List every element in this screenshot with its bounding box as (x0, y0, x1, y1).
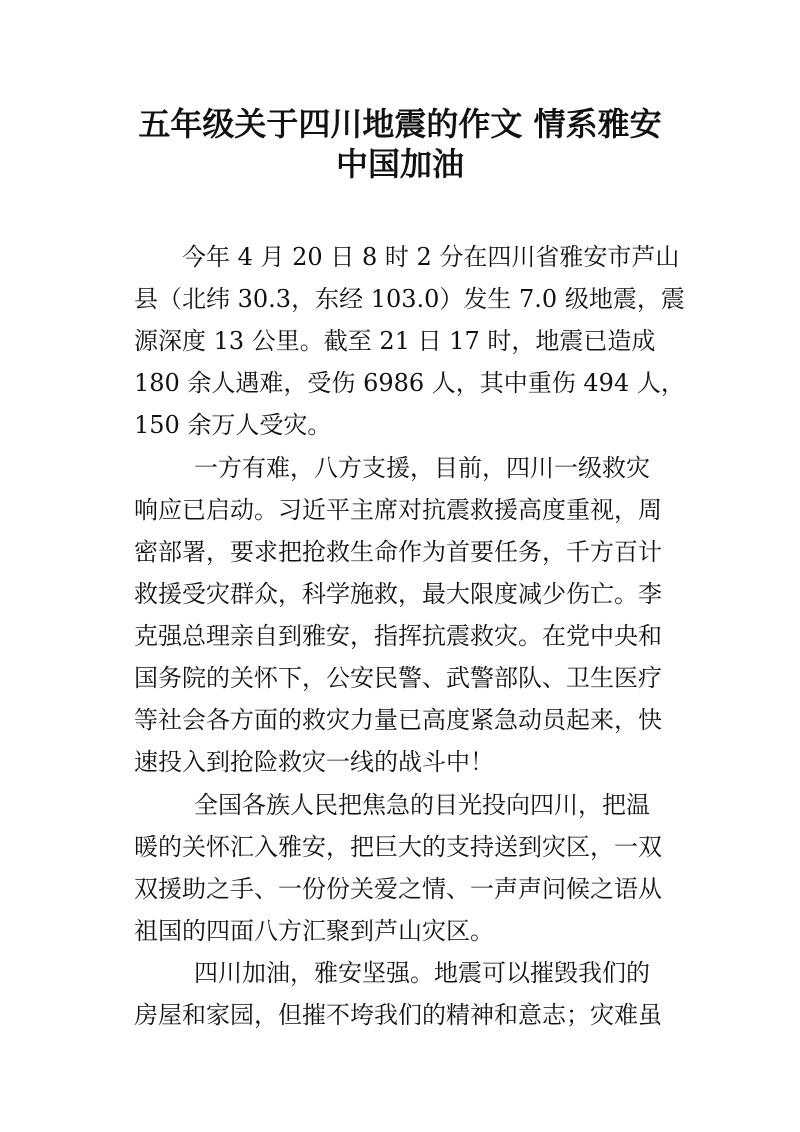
body-line: 县（北纬 30.3，东经 103.0）发生 7.0 级地震，震 (134, 285, 685, 313)
body-line: 180 余人遇难，受伤 6986 人，其中重伤 494 人， (134, 369, 685, 397)
document-title-line-2: 中国加油 (335, 145, 464, 183)
body-line: 密部署，要求把抢救生命作为首要任务，千方百计 (134, 538, 662, 566)
body-line: 救援受灾群众，科学施救，最大限度减少伤亡。李 (134, 580, 662, 608)
body-line: 150 余万人受灾。 (134, 411, 332, 439)
body-line: 今年 4 月 20 日 8 时 2 分在四川省雅安市芦山 (182, 243, 680, 271)
body-line: 等社会各方面的救灾力量已高度紧急动员起来，快 (134, 706, 662, 734)
body-line: 祖国的四面八方汇聚到芦山灾区。 (134, 917, 494, 945)
body-line: 国务院的关怀下，公安民警、武警部队、卫生医疗 (134, 664, 662, 692)
body-line: 一方有难，八方支援，目前，四川一级救灾 (194, 454, 650, 482)
document-title-line-1: 五年级关于四川地震的作文 情系雅安 (138, 105, 662, 143)
body-line: 源深度 13 公里。截至 21 日 17 时，地震已造成 (134, 327, 656, 355)
body-line: 双援助之手、一份份关爱之情、一声声问候之语从 (134, 875, 662, 903)
body-line: 房屋和家园，但摧不垮我们的精神和意志；灾难虽 (134, 1001, 662, 1029)
body-line: 速投入到抢险救灾一线的战斗中！ (134, 748, 494, 776)
body-line: 响应已启动。习近平主席对抗震救援高度重视，周 (134, 496, 662, 524)
body-line: 暖的关怀汇入雅安，把巨大的支持送到灾区，一双 (134, 833, 662, 861)
body-line: 四川加油，雅安坚强。地震可以摧毁我们的 (194, 959, 650, 987)
body-line: 全国各族人民把焦急的目光投向四川，把温 (194, 791, 650, 819)
body-line: 克强总理亲自到雅安，指挥抗震救灾。在党中央和 (134, 622, 662, 650)
